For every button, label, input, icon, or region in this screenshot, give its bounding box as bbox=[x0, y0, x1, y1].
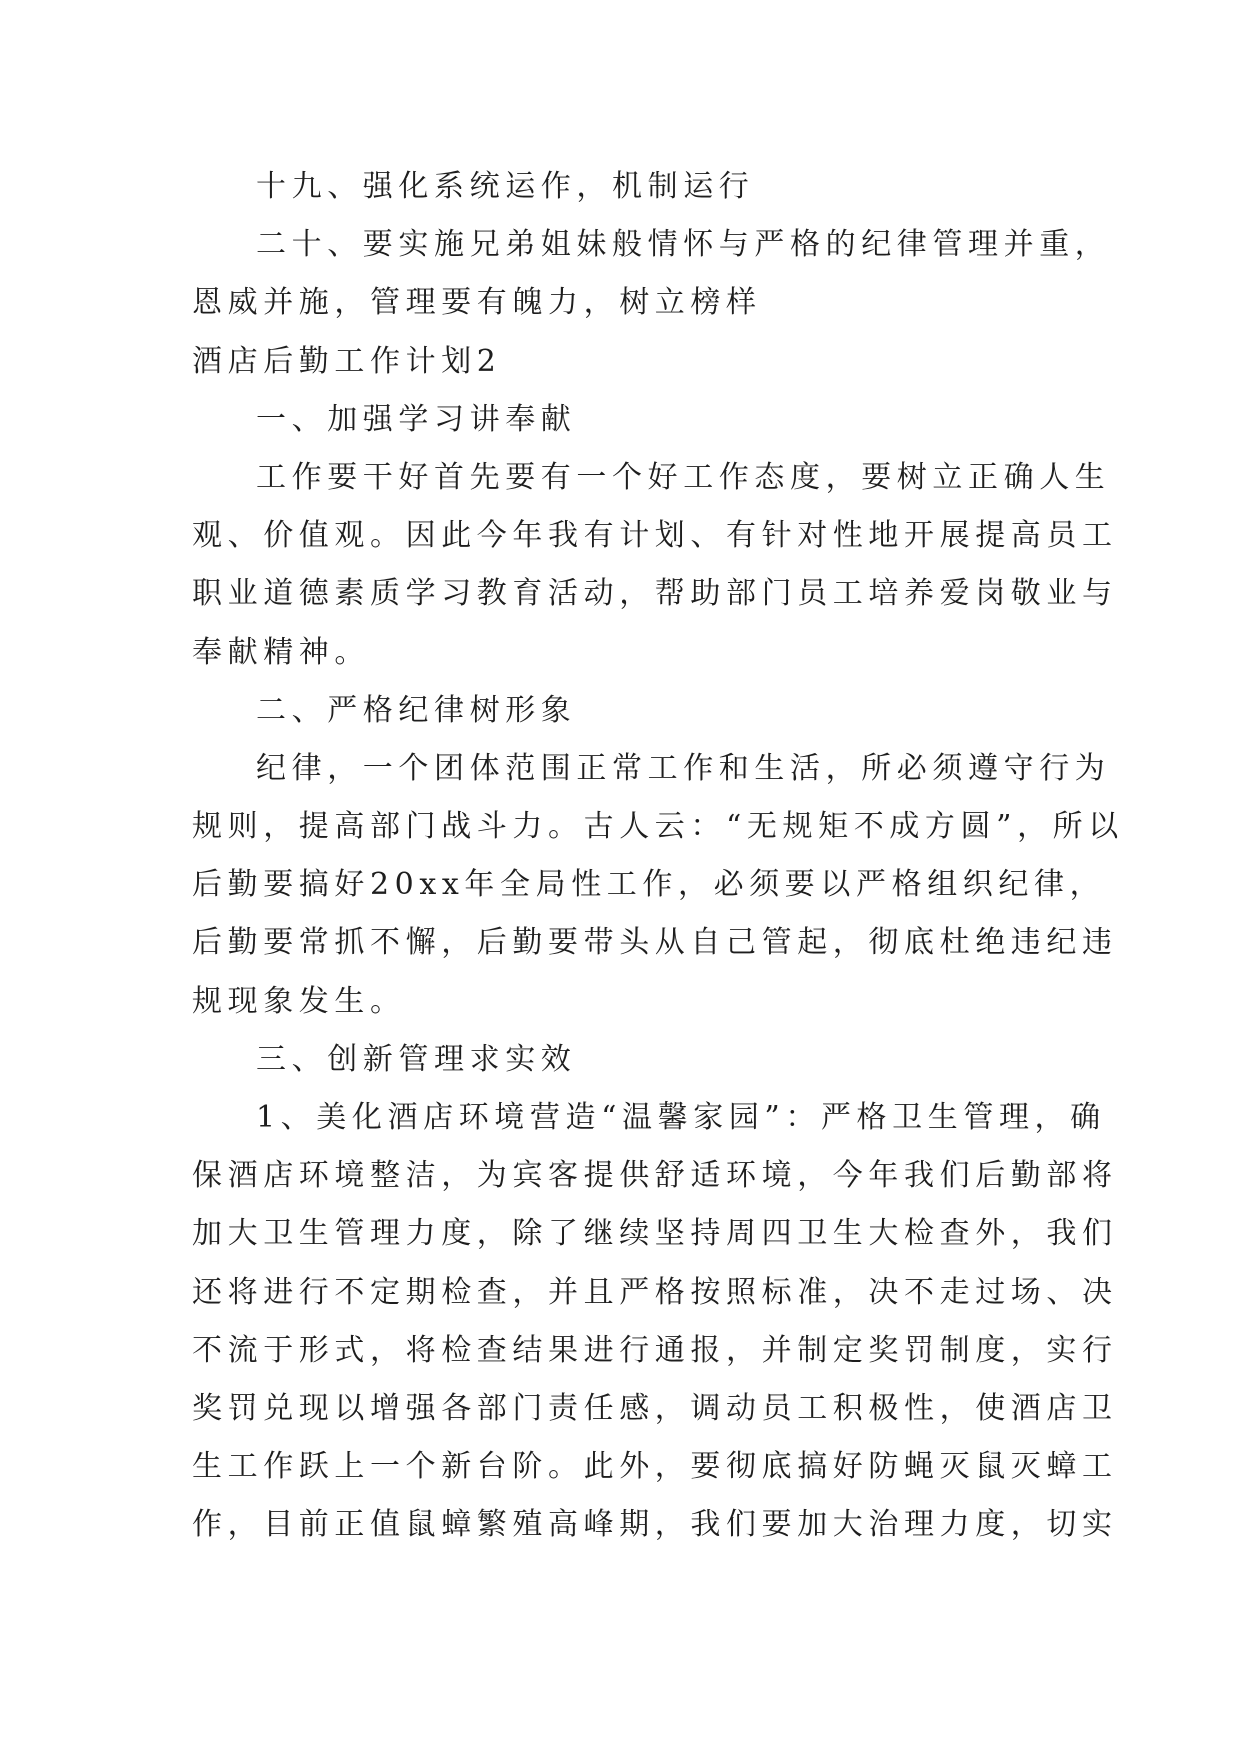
text-line: 恩威并施，管理要有魄力，树立榜样 bbox=[192, 285, 762, 321]
text-line: 奖罚兑现以增强各部门责任感，调动员工积极性，使酒店卫 bbox=[192, 1390, 1118, 1426]
text-line: 三、创新管理求实效 bbox=[256, 1041, 577, 1077]
text-line: 后勤要常抓不懈，后勤要带头从自己管起，彻底杜绝违纪违 bbox=[192, 925, 1118, 961]
text-line: 纪律，一个团体范围正常工作和生活，所必须遵守行为 bbox=[256, 750, 1111, 786]
text-line: 十九、强化系统运作，机制运行 bbox=[256, 169, 755, 204]
text-line: 二、严格纪律树形象 bbox=[256, 692, 577, 728]
text-line: 规则，提高部门战斗力。古人云：“无规矩不成方圆”，所以 bbox=[192, 809, 1124, 845]
text-line: 加大卫生管理力度，除了继续坚持周四卫生大检查外，我们 bbox=[192, 1216, 1118, 1252]
text-line: 二十、要实施兄弟姐妹般情怀与严格的纪律管理并重， bbox=[256, 227, 1111, 263]
text-line: 保酒店环境整洁，为宾客提供舒适环境，今年我们后勤部将 bbox=[192, 1158, 1118, 1194]
text-line: 作，目前正值鼠蟑繁殖高峰期，我们要加大治理力度，切实 bbox=[192, 1507, 1118, 1543]
text-line: 职业道德素质学习教育活动，帮助部门员工培养爱岗敬业与 bbox=[192, 576, 1118, 612]
text-line: 工作要干好首先要有一个好工作态度，要树立正确人生 bbox=[256, 459, 1111, 495]
text-line: 一、加强学习讲奉献 bbox=[256, 401, 577, 437]
text-line: 规现象发生。 bbox=[192, 983, 406, 1019]
text-line: 观、价值观。因此今年我有计划、有针对性地开展提高员工 bbox=[192, 518, 1118, 554]
text-line: 奉献精神。 bbox=[192, 634, 370, 670]
text-line: 还将进行不定期检查，并且严格按照标准，决不走过场、决 bbox=[192, 1274, 1118, 1310]
text-line: 1、美化酒店环境营造“温馨家园”：严格卫生管理，确 bbox=[256, 1100, 1106, 1135]
text-line: 不流于形式，将检查结果进行通报，并制定奖罚制度，实行 bbox=[192, 1332, 1118, 1368]
document-body bbox=[192, 158, 1124, 1555]
text-line: 后勤要搞好20xx年全局性工作，必须要以严格组织纪律， bbox=[192, 867, 1106, 903]
text-line: 生工作跃上一个新台阶。此外，要彻底搞好防蝇灭鼠灭蟑工 bbox=[192, 1449, 1118, 1485]
text-line: 酒店后勤工作计划2 bbox=[192, 343, 502, 379]
